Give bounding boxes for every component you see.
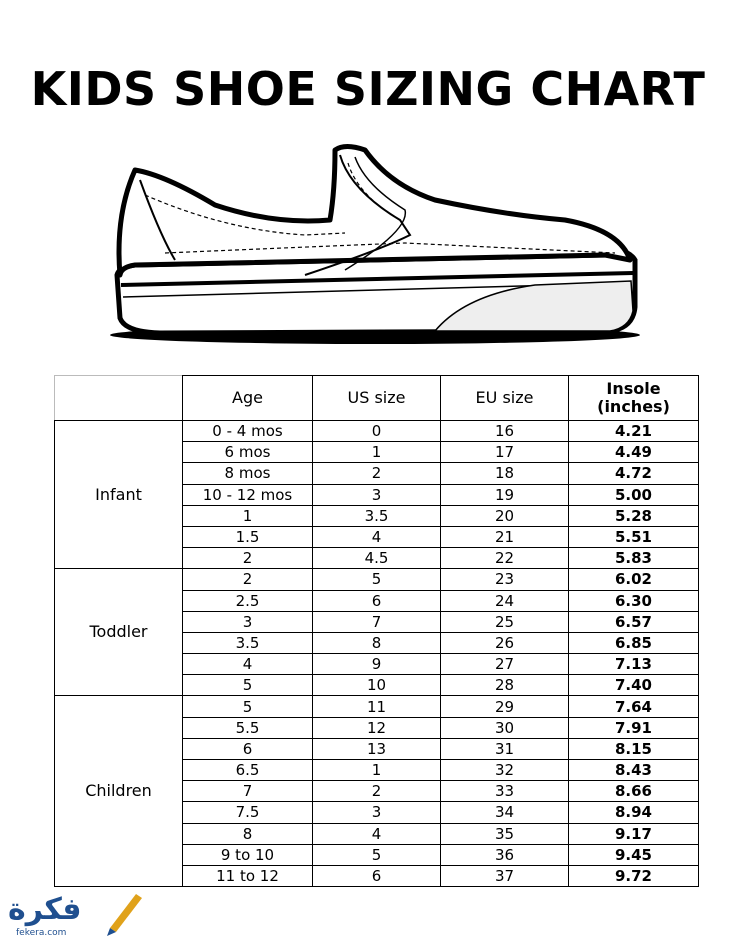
eu-size-cell: 21	[441, 526, 569, 547]
shoe-illustration	[105, 135, 645, 350]
eu-size-cell: 25	[441, 611, 569, 632]
us-size-cell: 5	[313, 569, 441, 590]
eu-size-cell: 24	[441, 590, 569, 611]
table-row	[55, 569, 699, 590]
us-size-cell: 6	[313, 865, 441, 886]
group-label: Toddler	[55, 569, 183, 696]
insole-cell: 6.30	[569, 590, 699, 611]
size-table-body	[55, 421, 699, 887]
group-label: Infant	[55, 421, 183, 569]
insole-cell: 6.57	[569, 611, 699, 632]
eu-size-cell: 22	[441, 548, 569, 569]
header-row	[55, 376, 699, 421]
us-size-cell: 7	[313, 611, 441, 632]
eu-size-cell: 16	[441, 421, 569, 442]
age-cell: 7.5	[183, 802, 313, 823]
age-cell: 1.5	[183, 526, 313, 547]
watermark-subtext: fekera.com	[16, 928, 67, 938]
age-cell: 2	[183, 569, 313, 590]
eu-size-cell: 27	[441, 654, 569, 675]
eu-size-cell: 35	[441, 823, 569, 844]
age-cell: 3.5	[183, 632, 313, 653]
us-size-cell: 6	[313, 590, 441, 611]
insole-cell: 5.51	[569, 526, 699, 547]
insole-cell: 4.49	[569, 442, 699, 463]
us-size-cell: 13	[313, 738, 441, 759]
age-cell: 3	[183, 611, 313, 632]
insole-cell: 7.13	[569, 654, 699, 675]
eu-size-cell: 30	[441, 717, 569, 738]
us-size-cell: 9	[313, 654, 441, 675]
insole-cell: 5.83	[569, 548, 699, 569]
us-size-cell: 10	[313, 675, 441, 696]
us-size-cell: 11	[313, 696, 441, 717]
us-size-cell: 2	[313, 463, 441, 484]
age-cell: 6.5	[183, 760, 313, 781]
age-cell: 2.5	[183, 590, 313, 611]
eu-size-cell: 18	[441, 463, 569, 484]
age-cell: 7	[183, 781, 313, 802]
eu-size-cell: 26	[441, 632, 569, 653]
insole-cell: 9.45	[569, 844, 699, 865]
insole-cell: 5.00	[569, 484, 699, 505]
us-size-cell: 1	[313, 442, 441, 463]
insole-cell: 6.02	[569, 569, 699, 590]
us-size-cell: 12	[313, 717, 441, 738]
eu-size-cell: 31	[441, 738, 569, 759]
insole-cell: 9.17	[569, 823, 699, 844]
insole-cell: 7.40	[569, 675, 699, 696]
us-size-cell: 8	[313, 632, 441, 653]
insole-cell: 7.64	[569, 696, 699, 717]
header-insole: Insole (inches)	[569, 376, 699, 421]
eu-size-cell: 23	[441, 569, 569, 590]
us-size-cell: 4	[313, 526, 441, 547]
eu-size-cell: 34	[441, 802, 569, 823]
chart-title: KIDS SHOE SIZING CHART	[30, 62, 706, 116]
insole-cell: 4.21	[569, 421, 699, 442]
age-cell: 8	[183, 823, 313, 844]
insole-cell: 4.72	[569, 463, 699, 484]
header-us-size: US size	[313, 376, 441, 421]
age-cell: 5	[183, 675, 313, 696]
insole-cell: 8.66	[569, 781, 699, 802]
us-size-cell: 3	[313, 484, 441, 505]
us-size-cell: 5	[313, 844, 441, 865]
us-size-cell: 4.5	[313, 548, 441, 569]
age-cell: 9 to 10	[183, 844, 313, 865]
age-cell: 4	[183, 654, 313, 675]
us-size-cell: 1	[313, 760, 441, 781]
us-size-cell: 0	[313, 421, 441, 442]
age-cell: 0 - 4 mos	[183, 421, 313, 442]
group-label: Children	[55, 696, 183, 887]
eu-size-cell: 37	[441, 865, 569, 886]
us-size-cell: 2	[313, 781, 441, 802]
eu-size-cell: 36	[441, 844, 569, 865]
us-size-cell: 4	[313, 823, 441, 844]
eu-size-cell: 33	[441, 781, 569, 802]
insole-cell: 7.91	[569, 717, 699, 738]
age-cell: 6 mos	[183, 442, 313, 463]
age-cell: 10 - 12 mos	[183, 484, 313, 505]
age-cell: 5.5	[183, 717, 313, 738]
age-cell: 2	[183, 548, 313, 569]
insole-cell: 8.94	[569, 802, 699, 823]
eu-size-cell: 29	[441, 696, 569, 717]
header-blank	[55, 376, 183, 421]
us-size-cell: 3.5	[313, 505, 441, 526]
age-cell: 8 mos	[183, 463, 313, 484]
header-age: Age	[183, 376, 313, 421]
eu-size-cell: 20	[441, 505, 569, 526]
table-row	[55, 696, 699, 717]
us-size-cell: 3	[313, 802, 441, 823]
watermark-text: فكرة	[8, 892, 82, 927]
age-cell: 11 to 12	[183, 865, 313, 886]
age-cell: 6	[183, 738, 313, 759]
insole-cell: 8.15	[569, 738, 699, 759]
eu-size-cell: 28	[441, 675, 569, 696]
table-row	[55, 421, 699, 442]
eu-size-cell: 19	[441, 484, 569, 505]
eu-size-cell: 32	[441, 760, 569, 781]
age-cell: 1	[183, 505, 313, 526]
insole-cell: 6.85	[569, 632, 699, 653]
size-table	[54, 375, 699, 887]
insole-cell: 9.72	[569, 865, 699, 886]
insole-cell: 8.43	[569, 760, 699, 781]
eu-size-cell: 17	[441, 442, 569, 463]
insole-cell: 5.28	[569, 505, 699, 526]
age-cell: 5	[183, 696, 313, 717]
header-eu-size: EU size	[441, 376, 569, 421]
